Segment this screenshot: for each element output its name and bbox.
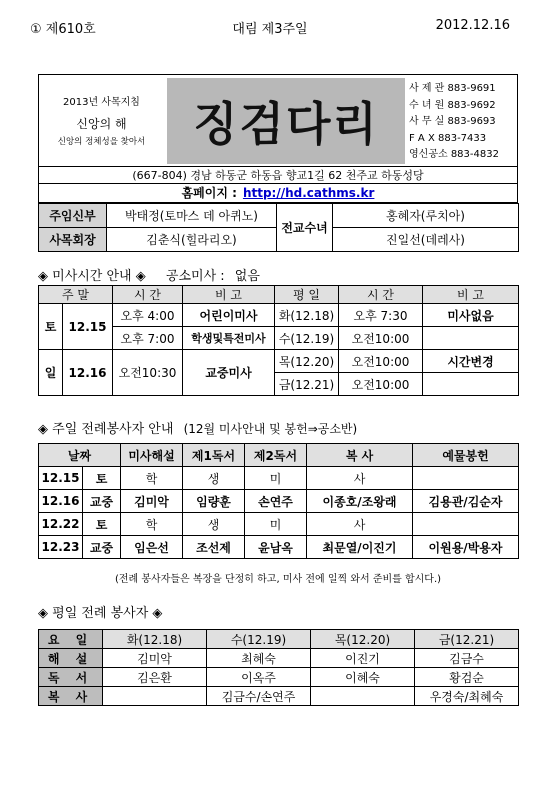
row-date: 12.22 (39, 513, 83, 536)
council-label: 사목회장 (39, 228, 107, 252)
service-note: (전례 봉사자들은 복장을 단정히 하고, 미사 전에 일찍 와서 준비를 합시다.) (114, 574, 442, 585)
contact-list (409, 81, 519, 164)
row-offering (413, 467, 519, 490)
weekday-note-3 (423, 373, 519, 396)
row-offering: 김용관/김순자 (413, 490, 519, 513)
cell-thu (311, 687, 415, 706)
cell-fri: 황검순 (415, 668, 519, 687)
row-reading1: 임량훈 (183, 490, 245, 513)
row-commentary: 학 (121, 467, 183, 490)
row-server: 사 (307, 513, 413, 536)
service-header-reading1: 제1독서 (183, 444, 245, 467)
row-server: 사 (307, 467, 413, 490)
weekday-header-label: 요 일 (39, 630, 103, 649)
cell-tue (103, 687, 207, 706)
service-section-title (38, 418, 357, 437)
cell-wed: 이옥주 (207, 668, 311, 687)
row-day: 교중 (83, 490, 121, 513)
contact-mission: 영신공소 883-4832 (409, 149, 499, 160)
row-server: 최문열/이진기 (307, 536, 413, 559)
mass-header-time: 시 간 (113, 286, 183, 304)
mass-header-note-2: 비 고 (423, 286, 519, 304)
row-day: 토 (83, 513, 121, 536)
pastor-label: 주임신부 (39, 204, 107, 228)
weekday-time-0: 오후 7:30 (339, 304, 423, 327)
weekday-day-2: 목(12.20) (275, 350, 339, 373)
table-row (39, 467, 519, 490)
row-reading1: 조선제 (183, 536, 245, 559)
weekday-time-3: 오전10:00 (339, 373, 423, 396)
contact-convent: 수 녀 원 883-9692 (409, 99, 496, 111)
service-header-date: 날짜 (39, 444, 121, 467)
sat-time-2: 오후 7:00 (113, 327, 183, 350)
row-reading1: 생 (183, 467, 245, 490)
motto-title: 신앙의 해 (76, 117, 127, 131)
weekday-note-0: 미사없음 (423, 304, 519, 327)
homepage-label: 홈페이지 : (181, 186, 237, 200)
weekday-day-1: 수(12.19) (275, 327, 339, 350)
homepage-row (39, 184, 517, 202)
table-row (39, 536, 519, 559)
nun-name-2: 진일선(데레사) (333, 228, 519, 252)
sun-date: 12.16 (63, 350, 113, 396)
row-reading2: 손연주 (245, 490, 307, 513)
table-row (39, 649, 519, 668)
weekday-note-2: 시간변경 (423, 350, 519, 373)
mission-value: 없음 (234, 269, 260, 284)
motto-year: 2013년 사목지침 (63, 97, 140, 108)
mass-header-note: 비 고 (183, 286, 275, 304)
staff-table (38, 203, 519, 252)
row-offering: 이원용/박용자 (413, 536, 519, 559)
cell-wed: 김금수/손연주 (207, 687, 311, 706)
table-row (39, 490, 519, 513)
mission-label: 공소미사 : (165, 269, 225, 284)
mass-title: ◈ 미사시간 안내 ◈ (38, 269, 146, 284)
weekday-note-1 (423, 327, 519, 350)
cell-thu: 이진기 (311, 649, 415, 668)
weekday-header-thu: 목(12.20) (311, 630, 415, 649)
pastor-name: 박태정(토마스 데 아퀴노) (107, 204, 277, 228)
sat-time-1: 오후 4:00 (113, 304, 183, 327)
masthead (38, 74, 518, 167)
weekday-section-title: ◈ 평일 전례 봉사자 ◈ (38, 606, 163, 621)
mass-header-weekend: 주 말 (39, 286, 113, 304)
parish-address: (667-804) 경남 하동군 하동읍 향교1길 62 천주교 하동성당 (39, 167, 517, 184)
row-date: 12.15 (39, 467, 83, 490)
row-date: 12.16 (39, 490, 83, 513)
table-row (39, 668, 519, 687)
row-date: 12.23 (39, 536, 83, 559)
council-name: 김춘식(힐라리오) (107, 228, 277, 252)
mass-table (38, 285, 519, 396)
cell-thu: 이혜숙 (311, 668, 415, 687)
service-header-commentary: 미사해설 (121, 444, 183, 467)
service-header-server: 복 사 (307, 444, 413, 467)
cell-fri: 우경숙/최혜숙 (415, 687, 519, 706)
nun-label: 전교수녀 (277, 204, 333, 252)
sunday-service-table (38, 443, 519, 559)
row-day: 토 (83, 467, 121, 490)
row-commentary: 김미악 (121, 490, 183, 513)
contact-fax: F A X 883-7433 (409, 132, 487, 144)
cell-tue: 김미악 (103, 649, 207, 668)
service-subtitle: (12월 미사안내 및 봉헌⇒공소반) (183, 422, 358, 436)
nun-name-1: 홍혜자(루치아) (333, 204, 519, 228)
mass-header-weekday: 평 일 (275, 286, 339, 304)
top-bar (30, 18, 510, 40)
logo-text: 징검다리 (193, 97, 379, 151)
sat-note-2: 학생및특전미사 (183, 327, 275, 350)
homepage-link[interactable]: http://hd.cathms.kr (242, 186, 375, 200)
mass-header-time-2: 시 간 (339, 286, 423, 304)
newsletter-logo (167, 78, 405, 164)
weekday-header-wed: 수(12.19) (207, 630, 311, 649)
parish-info (38, 167, 518, 203)
row-offering (413, 513, 519, 536)
row-reading1: 생 (183, 513, 245, 536)
row-label: 해 설 (39, 649, 103, 668)
row-commentary: 임은선 (121, 536, 183, 559)
service-header-reading2: 제2독서 (245, 444, 307, 467)
weekday-day-3: 금(12.21) (275, 373, 339, 396)
sun-day: 일 (39, 350, 63, 396)
sun-note: 교중미사 (183, 350, 275, 396)
table-row (39, 687, 519, 706)
issue-date: 2012.12.16 (435, 18, 510, 33)
row-label: 독 서 (39, 668, 103, 687)
row-reading2: 미 (245, 513, 307, 536)
row-reading2: 윤남옥 (245, 536, 307, 559)
weekday-header-tue: 화(12.18) (103, 630, 207, 649)
table-row (39, 513, 519, 536)
cell-fri: 김금수 (415, 649, 519, 668)
liturgical-season: 대림 제3주일 (232, 22, 308, 37)
service-title: ◈ 주일 전례봉사자 안내 (38, 422, 174, 437)
weekday-day-0: 화(12.18) (275, 304, 339, 327)
motto-subtitle: 신앙의 정체성을 찾아서 (57, 137, 146, 147)
service-header-offering: 예물봉헌 (413, 444, 519, 467)
row-reading2: 미 (245, 467, 307, 490)
sat-day: 토 (39, 304, 63, 350)
weekday-service-table (38, 629, 519, 706)
contact-rectory: 사 제 관 883-9691 (409, 83, 496, 94)
cell-tue: 김은환 (103, 668, 207, 687)
sat-date: 12.15 (63, 304, 113, 350)
sat-note-1: 어린이미사 (183, 304, 275, 327)
weekday-header-fri: 금(12.21) (415, 630, 519, 649)
issue-number: ① 제610호 (30, 22, 96, 37)
weekday-time-1: 오전10:00 (339, 327, 423, 350)
contact-office: 사 무 실 883-9693 (409, 116, 496, 127)
row-label: 복 사 (39, 687, 103, 706)
row-day: 교중 (83, 536, 121, 559)
pastoral-motto (39, 75, 164, 166)
row-server: 이종호/조왕래 (307, 490, 413, 513)
mass-section-title (38, 265, 260, 284)
sun-time: 오전10:30 (113, 350, 183, 396)
cell-wed: 최혜숙 (207, 649, 311, 668)
row-commentary: 학 (121, 513, 183, 536)
weekday-time-2: 오전10:00 (339, 350, 423, 373)
